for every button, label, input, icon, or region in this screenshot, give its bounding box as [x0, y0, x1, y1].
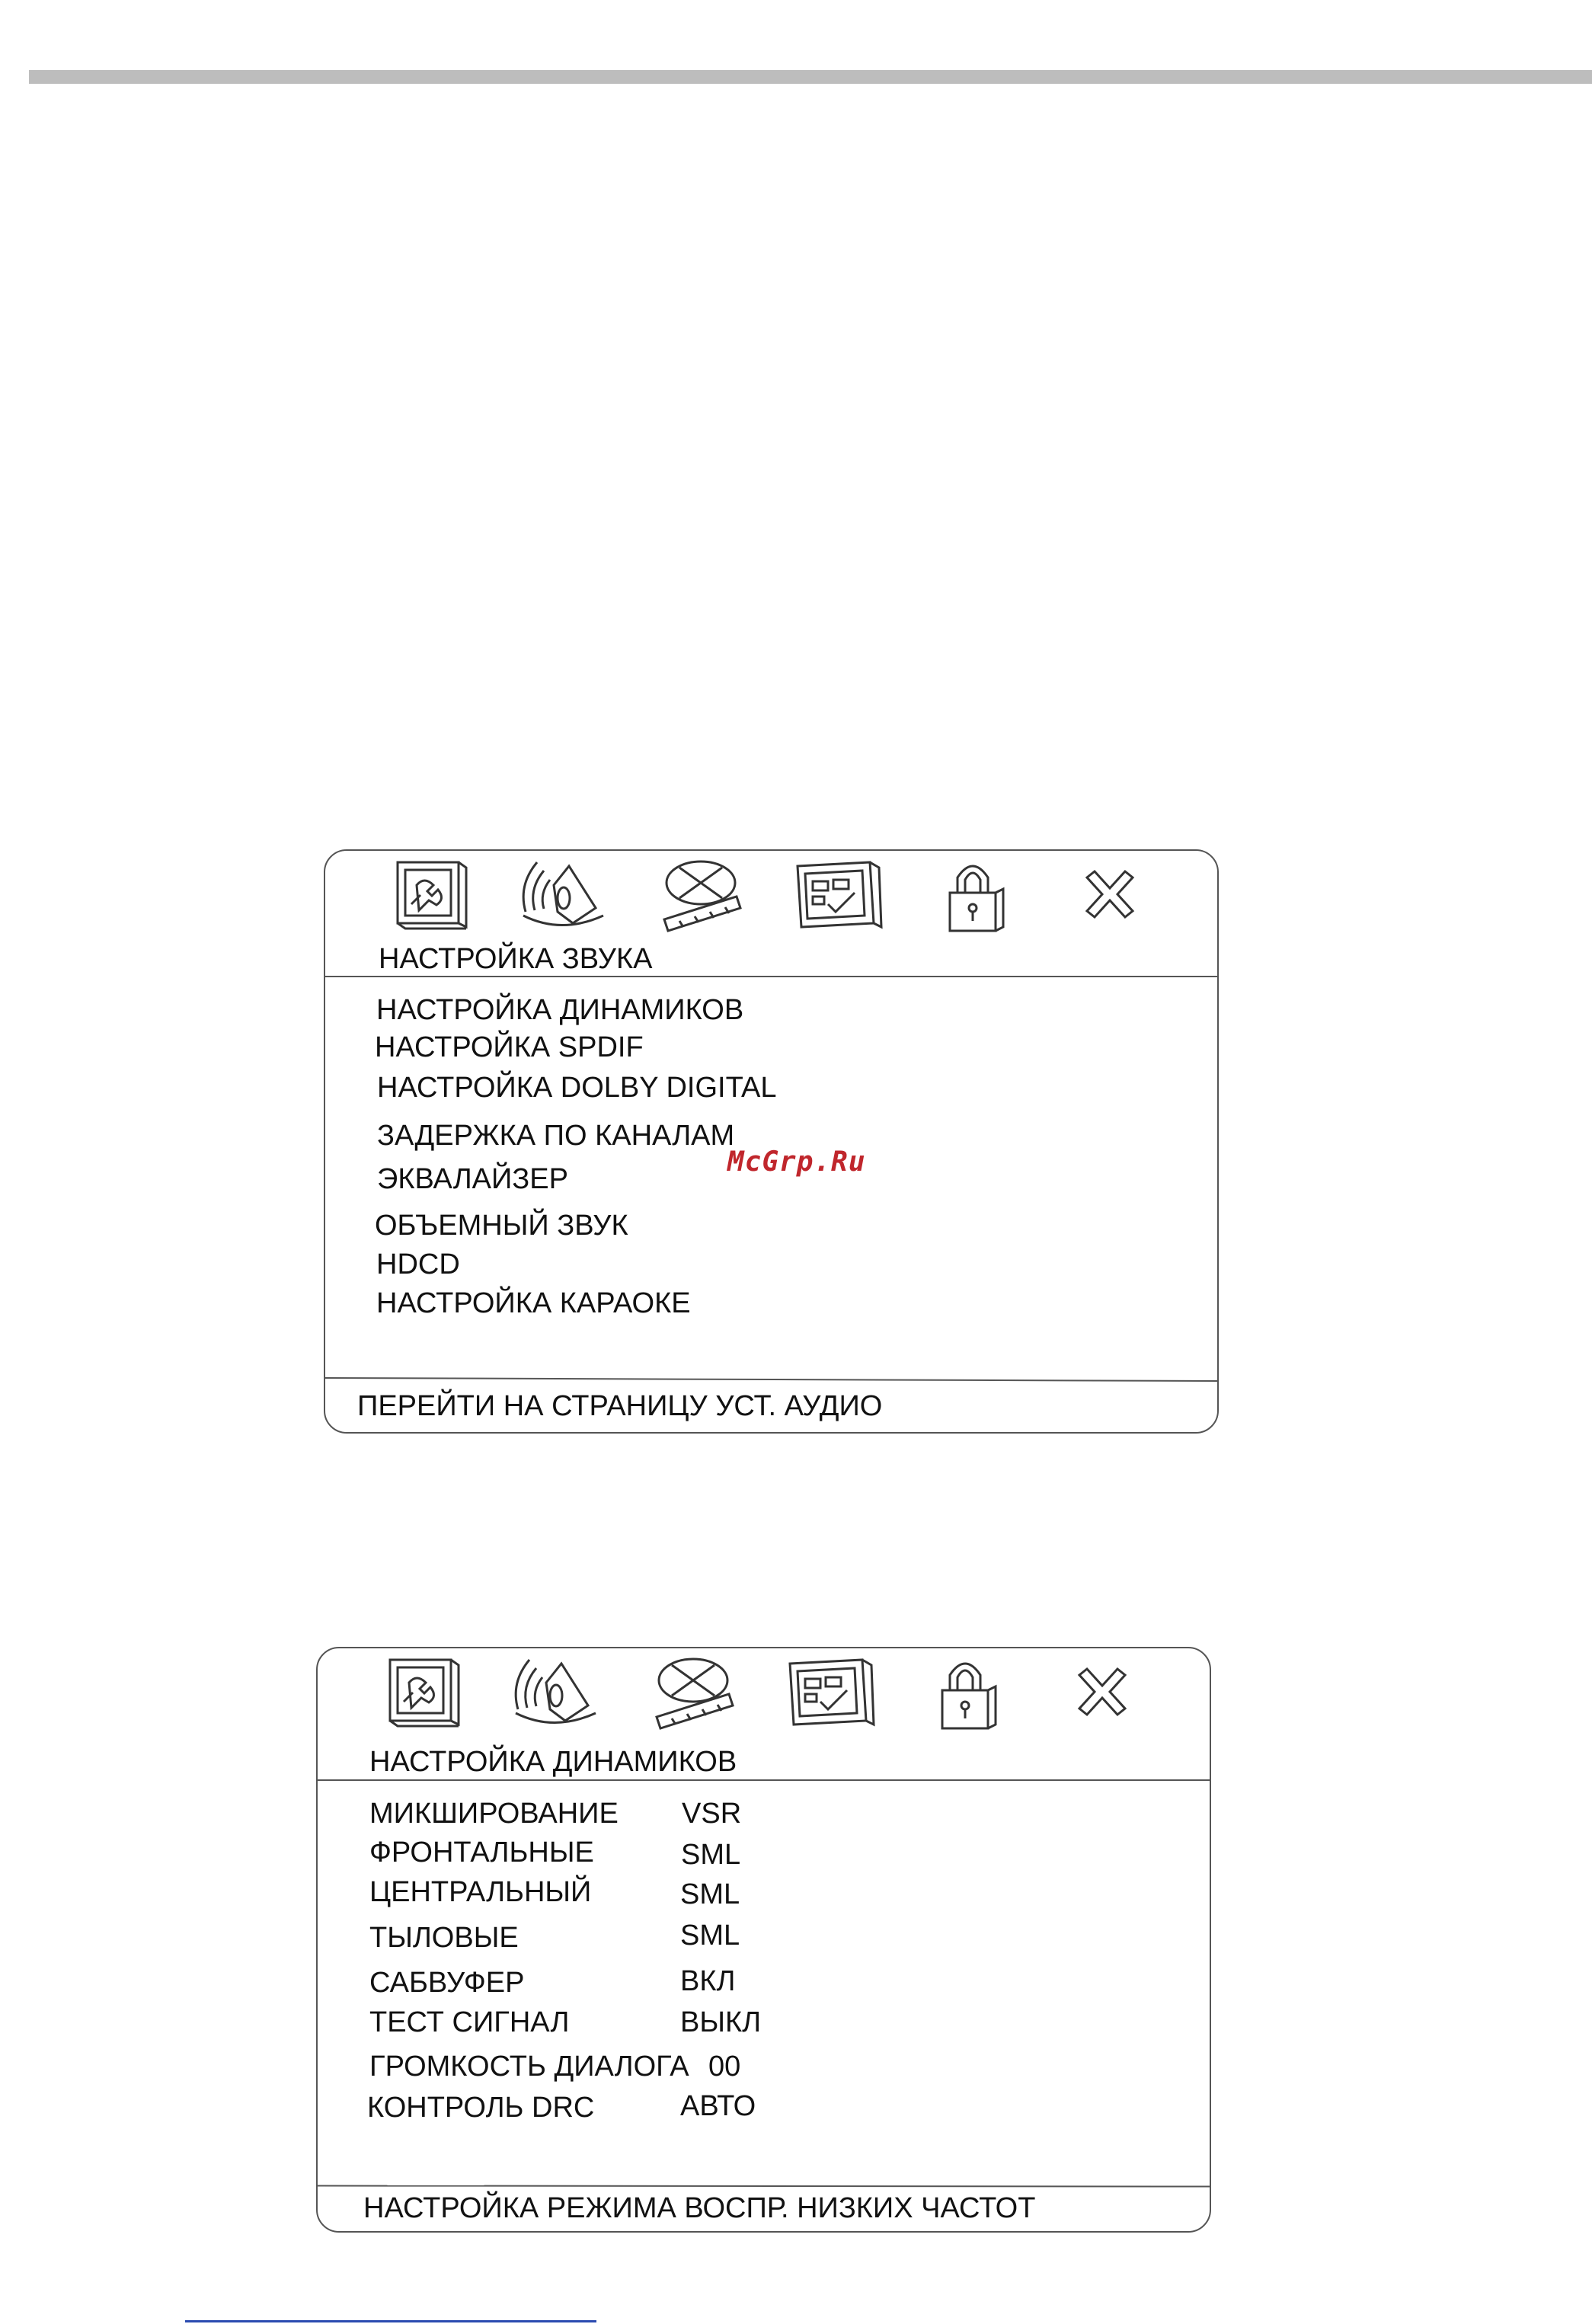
tab-video-setup[interactable] — [649, 851, 748, 946]
video-setup-icon — [649, 851, 748, 946]
exit-icon — [1053, 1648, 1152, 1744]
menu-item-karaoke-setup[interactable]: НАСТРОЙКА КАРАОКЕ — [376, 1287, 691, 1319]
menu-tab-bar — [325, 851, 1217, 950]
menu-item-equalizer[interactable]: ЭКВАЛАЙЗЕР — [377, 1163, 568, 1195]
tab-audio-setup[interactable] — [504, 1648, 603, 1744]
menu-footer-hint: НАСТРОЙКА РЕЖИМА ВОСПР. НИЗКИХ ЧАСТОТ — [363, 2192, 1036, 2224]
setting-value-drc-control[interactable]: АВТО — [680, 2090, 756, 2122]
title-divider — [318, 1779, 1210, 1781]
password-icon — [923, 851, 1022, 946]
setting-label-rear[interactable]: ТЫЛОВЫЕ — [369, 1922, 519, 1954]
audio-setup-icon — [504, 1648, 603, 1744]
setting-label-test-tone[interactable]: ТЕСТ СИГНАЛ — [369, 2006, 570, 2038]
setting-label-drc-control[interactable]: КОНТРОЛЬ DRC — [367, 2092, 595, 2124]
footer-divider — [325, 1377, 1217, 1382]
setting-label-downmix[interactable]: МИКШИРОВАНИЕ — [369, 1798, 619, 1830]
menu-title: НАСТРОЙКА ЗВУКА — [379, 943, 653, 975]
video-setup-icon — [641, 1648, 740, 1744]
bottom-link-underline — [185, 2320, 596, 2322]
tab-audio-setup[interactable] — [512, 851, 611, 946]
password-icon — [916, 1648, 1015, 1744]
setting-label-subwoofer[interactable]: САБВУФЕР — [369, 1967, 525, 1999]
menu-item-dolby-digital-setup[interactable]: НАСТРОЙКА DOLBY DIGITAL — [377, 1072, 777, 1104]
setting-value-subwoofer[interactable]: ВКЛ — [680, 1965, 736, 1997]
tab-general-setup[interactable] — [375, 851, 474, 946]
title-divider — [325, 976, 1217, 977]
general-setup-icon — [367, 1648, 466, 1744]
menu-title: НАСТРОЙКА ДИНАМИКОВ — [369, 1746, 737, 1778]
setting-label-front[interactable]: ФРОНТАЛЬНЫЕ — [369, 1837, 594, 1868]
preference-icon — [778, 1648, 878, 1744]
setting-label-dialog-volume[interactable]: ГРОМКОСТЬ ДИАЛОГА — [369, 2051, 689, 2083]
menu-tab-bar — [318, 1648, 1210, 1747]
menu-item-speaker-setup[interactable]: НАСТРОЙКА ДИНАМИКОВ — [376, 994, 744, 1026]
tab-exit[interactable] — [1060, 851, 1159, 946]
tab-preference[interactable] — [786, 851, 885, 946]
speaker-setup-menu — [316, 1647, 1211, 2233]
setting-value-downmix[interactable]: VSR — [682, 1798, 742, 1830]
footer-divider — [318, 2185, 1210, 2187]
preference-icon — [786, 851, 885, 946]
tab-password[interactable] — [923, 851, 1022, 946]
setting-value-rear[interactable]: SML — [680, 1920, 740, 1952]
menu-footer-hint: ПЕРЕЙТИ НА СТРАНИЦУ УСТ. АУДИО — [357, 1390, 883, 1422]
audio-setup-menu — [324, 849, 1219, 1434]
menu-item-spdif-setup[interactable]: НАСТРОЙКА SPDIF — [375, 1031, 644, 1063]
menu-item-channel-delay[interactable]: ЗАДЕРЖКА ПО КАНАЛАМ — [377, 1120, 735, 1152]
top-rule — [29, 70, 1592, 84]
menu-item-hdcd[interactable]: HDCD — [376, 1248, 460, 1280]
general-setup-icon — [375, 851, 474, 946]
setting-value-front[interactable]: SML — [681, 1839, 741, 1871]
tab-general-setup[interactable] — [367, 1648, 466, 1744]
exit-icon — [1060, 851, 1159, 946]
setting-value-center[interactable]: SML — [680, 1878, 740, 1910]
watermark: McGrp.Ru — [727, 1146, 866, 1178]
setting-value-dialog-volume[interactable]: 00 — [708, 2051, 741, 2083]
tab-preference[interactable] — [778, 1648, 878, 1744]
setting-value-test-tone[interactable]: ВЫКЛ — [680, 2006, 762, 2038]
tab-exit[interactable] — [1053, 1648, 1152, 1744]
audio-setup-icon — [512, 851, 611, 946]
setting-label-center[interactable]: ЦЕНТРАЛЬНЫЙ — [369, 1876, 592, 1908]
tab-video-setup[interactable] — [641, 1648, 740, 1744]
menu-item-surround-sound[interactable]: ОБЪЕМНЫЙ ЗВУК — [375, 1210, 628, 1242]
tab-password[interactable] — [916, 1648, 1015, 1744]
